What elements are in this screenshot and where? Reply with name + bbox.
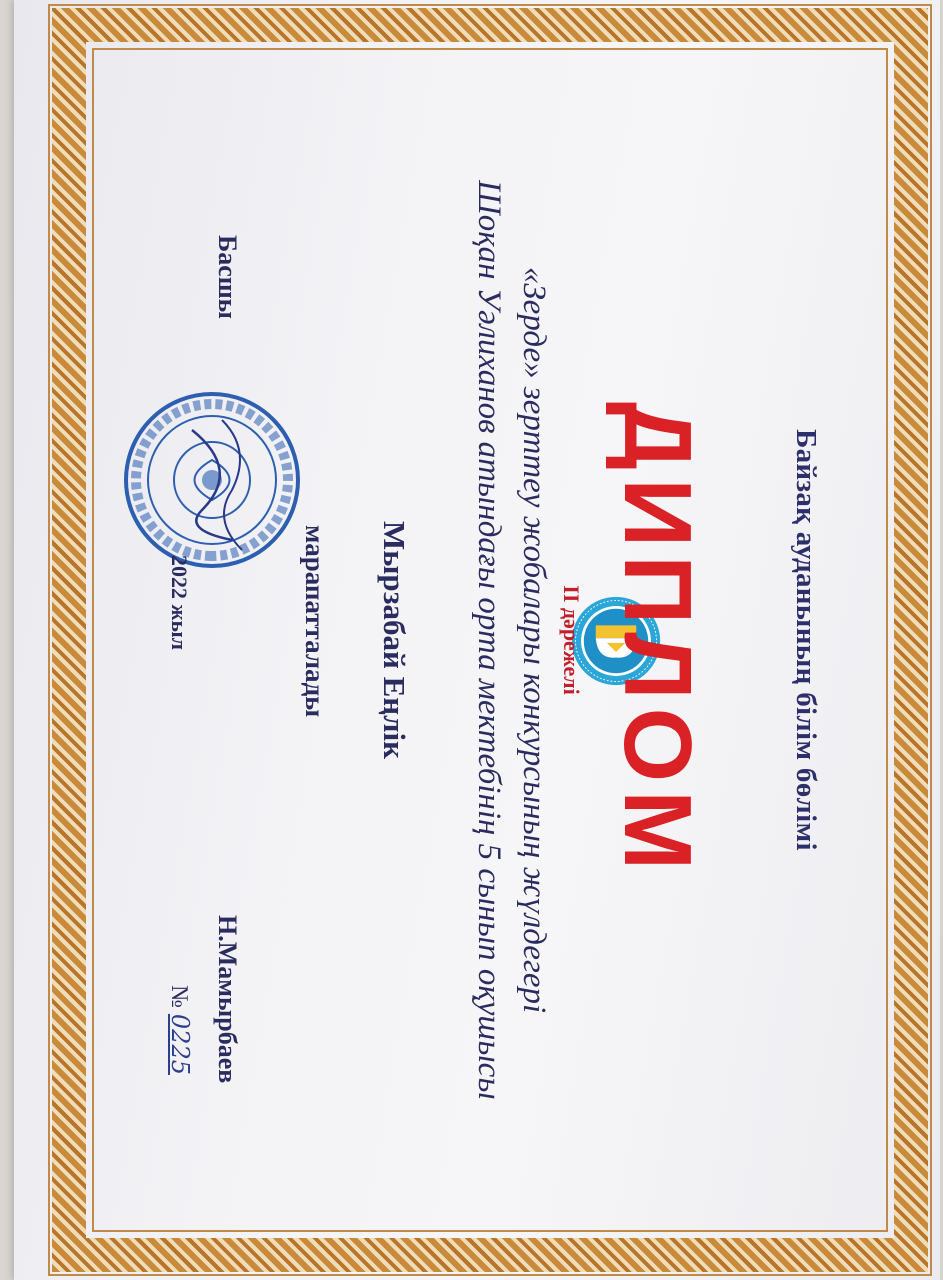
year-label: 2022 жыл — [166, 555, 192, 650]
head-name: Н.Мамырбаев — [212, 915, 242, 1084]
recipient-name: Мырзабай Еңлік — [376, 520, 412, 760]
degree-label: ІІ дәрежелі — [558, 585, 584, 695]
official-stamp — [122, 390, 302, 570]
competition-line: «Зерде» зерттеу жобалары конкурсының жүлдегері — [515, 266, 552, 1014]
diploma-number — [165, 985, 194, 1075]
number-value: 0225 — [165, 1013, 194, 1075]
department-title: Байзақ ауданының білім бөлімі — [789, 429, 822, 851]
school-line: Шоқан Уәлиханов атындағы орта мектебінің 5 сынып оқушысы — [470, 180, 507, 1100]
number-sign: № — [165, 985, 192, 1008]
awarded-label: марапатталады — [299, 525, 330, 718]
head-label: Басшы — [212, 235, 242, 319]
stamp-icon — [122, 390, 302, 570]
diploma-title: ДИПЛОМ — [603, 401, 711, 879]
diploma-content — [102, 85, 842, 1195]
